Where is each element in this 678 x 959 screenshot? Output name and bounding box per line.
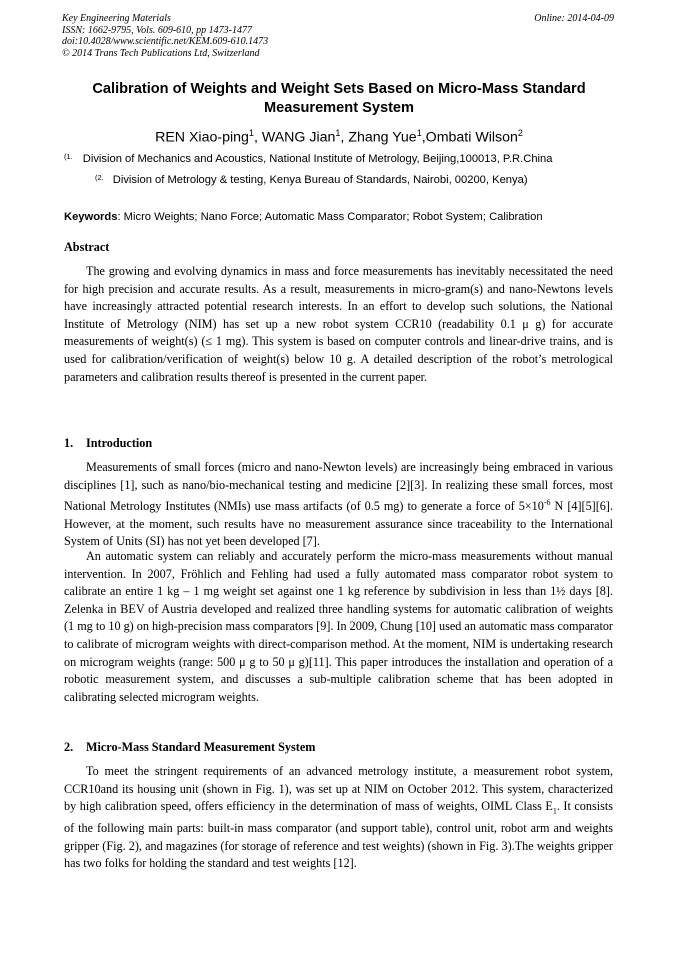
abstract-heading: Abstract <box>64 240 110 254</box>
affiliation-1 <box>64 152 552 166</box>
section-title: Micro-Mass Standard Measurement System <box>86 740 316 754</box>
journal-name: Key Engineering Materials <box>62 13 171 24</box>
section-number: 1. <box>64 436 74 450</box>
section2-paragraph-1 <box>64 763 613 873</box>
section-heading-introduction <box>64 436 152 451</box>
section-title: Introduction <box>86 436 153 450</box>
section2-p1-text-cont: . It consists of the following main parts: built-in mass comparator (and support table), control unit, robot arm and weights gripper (Fig. 2), and magazines (for storage of reference and test weights) (shown in Fig. 3).The weights gripper has two folks for holding the standard and test weights [12]. <box>64 799 614 871</box>
section-number: 2. <box>64 740 74 754</box>
author-name: WANG Jian <box>261 129 336 146</box>
title-line-1: Calibration of Weights and Weight Sets Based on Micro-Mass Standard <box>92 81 586 97</box>
author-separator: , <box>340 129 349 146</box>
section-heading-micro-mass <box>64 740 315 755</box>
paper-title <box>40 80 638 117</box>
online-date: Online: 2014-04-09 <box>534 13 614 24</box>
doi-line: doi:10.4028/www.scientific.net/KEM.609-610.1473 <box>62 36 269 47</box>
author-affiliation-mark: 2 <box>517 128 523 138</box>
author-name: Ombati Wilson <box>425 129 518 146</box>
keywords <box>64 210 543 224</box>
intro-paragraph-2: An automatic system can reliably and accurately perform the micro-mass measurements without manual intervention. In 2007, Fröhlich and Fehling had used a fully automated mass comparator robot system to calibrate an entire 1 kg – 1 mg weight set against one 1 kg reference by subdivision in less than 1½ days [8]. Zelenka in BEV of Austria developed and realized three handling systems for automatic calibration of weights (1 mg to 10 g) on high-precision mass comparators [9]. In 2009, Chung [10] used an automatic mass comparator to calibrate of microgram weights with direct-comparison method. At the moment, NIM is undertaking research on microgram weights (range: 500 μ g to 50 μ g)[11]. This paper introduces the installation and operation of a robotic measurement system, and discusses a sub-multiple calibration scheme that has been adopted in calibrating selected microgram weights. <box>64 549 613 704</box>
intro-paragraph-1 <box>64 459 613 551</box>
section2-p1-subscript: 1 <box>552 806 557 816</box>
author-name: Zhang Yue <box>348 129 417 146</box>
affiliation-2 <box>95 173 528 187</box>
journal-header <box>62 13 268 59</box>
intro-p1-exponent: -6 <box>543 498 551 508</box>
affiliation-text: Division of Metrology & testing, Kenya Bureau of Standards, Nairobi, 00200, Kenya) <box>112 174 528 186</box>
author-list <box>40 124 638 147</box>
issn-line: ISSN: 1662-9795, Vols. 609-610, pp 1473-1477 <box>62 24 252 36</box>
keywords-label: Keywords <box>64 211 118 223</box>
intro-p1-text: Measurements of small forces (micro and nano-Newton levels) are increasingly being embraced in various disciplines [1], such as nano/bio-mechanical testing and medicine [2][3]. In realizing these small forces, most National Metrology Institutes (NMIs) use mass artifacts (of 0.5 mg) to generate a force of 5×10 <box>64 460 613 514</box>
affiliation-text: Division of Mechanics and Acoustics, National Institute of Metrology, Beijing,100013, P.R.China <box>82 153 553 165</box>
intro-p1-text-cont: N [4][5][6]. However, at the moment, such results have no measurement assurance since traceability to the International System of Units (SI) has not yet been developed [7]. <box>64 499 613 549</box>
author-affiliation-mark: 1 <box>335 128 341 138</box>
author-separator: , <box>253 129 262 146</box>
abstract-text: The growing and evolving dynamics in mass and force measurements has inevitably necessitated the need for high precision and accurate results. As a result, measurements in micro-gram(s) and nano-Newtons levels have increasingly attracted potential research interests. In an effort to develop such solutions, the National Institute of Metrology (NIM) has set up a new robot system CCR10 (readability 0.1 μ g) for accurate measurements of weight(s) (≤ 1 mg). This system is based on computer controls and linear-drive trains, and is used for calibration/verification of weight(s) below 10 g. A detailed description of the robot’s metrological parameters and calibration results thereof is presented in the current paper. <box>64 264 613 384</box>
author-affiliation-mark: 1 <box>248 128 254 138</box>
section2-p1-text: To meet the stringent requirements of an advanced metrology institute, a measurement robot system, CCR10and its housing unit (shown in Fig. 1), was set up at NIM on October 2012. This system, characterized by high calibration speed, offers efficiency in the determination of mass of weights, OIML Class E <box>64 764 613 814</box>
author-affiliation-mark: 1 <box>416 128 422 138</box>
affiliation-mark: (2. <box>95 173 104 182</box>
keywords-text: : Micro Weights; Nano Force; Automatic Mass Comparator; Robot System; Calibration <box>117 211 543 223</box>
title-line-2: Measurement System <box>263 99 415 116</box>
affiliation-mark: (1. <box>64 152 73 161</box>
author-separator: , <box>421 129 426 146</box>
author-name: REN Xiao-ping <box>155 129 249 146</box>
copyright-line: © 2014 Trans Tech Publications Ltd, Switzerland <box>62 47 260 59</box>
